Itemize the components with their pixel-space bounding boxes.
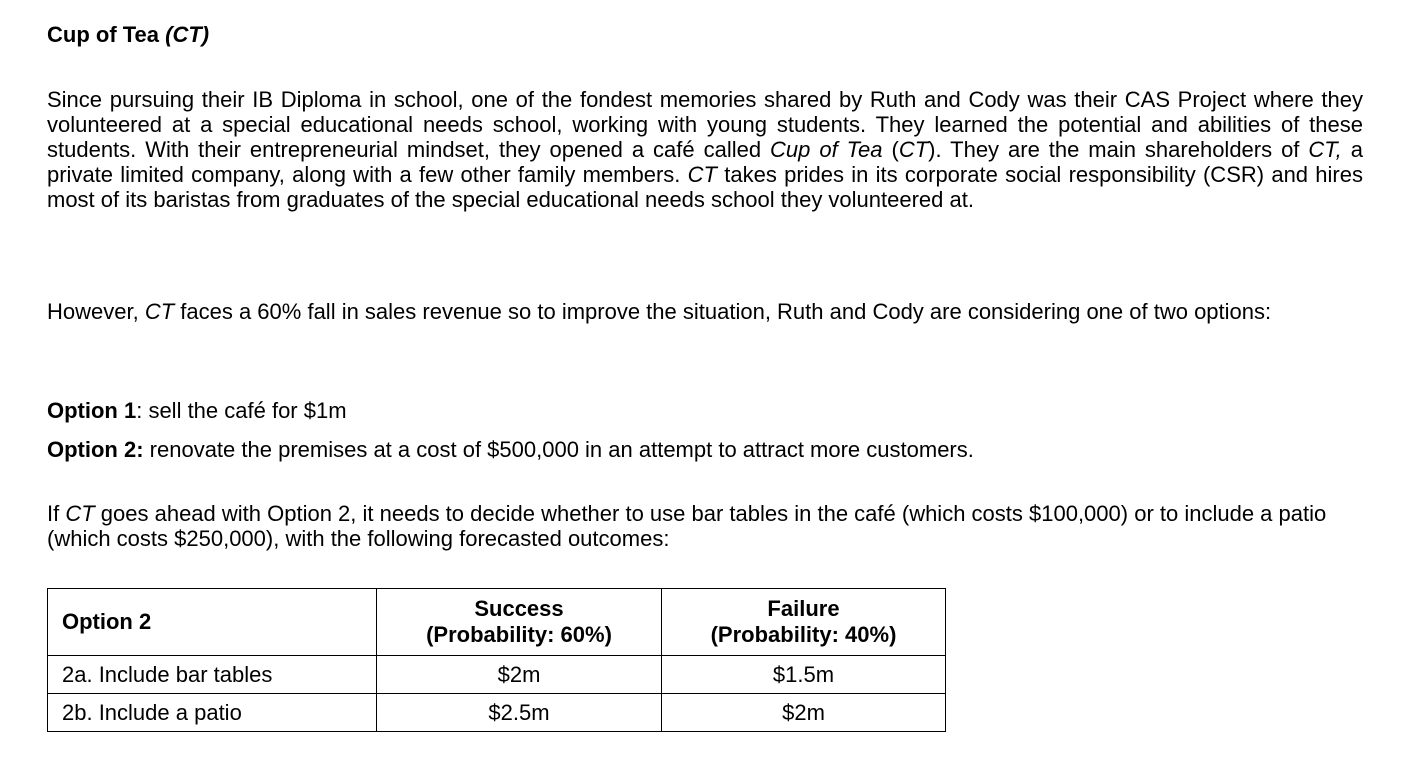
title-main: Cup of Tea — [47, 22, 166, 47]
detail-italic-ct: CT — [65, 501, 95, 526]
header-failure-label: Failure — [767, 596, 840, 621]
situation-text-2: faces a 60% fall in sales revenue so to improve the situation, Ruth and Cody are considering one of two options: — [174, 299, 1272, 324]
intro-text-5: takes prides in its corporate social responsibility (CSR) and hires most of its baristas from graduates of the special educational needs school they volunteered at. — [47, 162, 1363, 212]
table-cell-option: 2a. Include bar tables — [48, 656, 377, 694]
option-1-label: Option 1 — [47, 398, 137, 423]
forecast-outcomes-table — [47, 588, 946, 732]
option-1-line — [47, 398, 1363, 423]
table-cell-success: $2m — [377, 656, 662, 694]
header-failure-probability: (Probability: 40%) — [710, 622, 897, 647]
intro-text-2: ( — [882, 137, 899, 162]
table-cell-failure: $1.5m — [662, 656, 946, 694]
header-success — [377, 589, 662, 656]
header-option-2-label: Option 2 — [62, 609, 152, 634]
situation-text-1: However, — [47, 299, 145, 324]
table-cell-success: $2.5m — [377, 694, 662, 732]
intro-text-3: ). They are the main shareholders of — [928, 137, 1309, 162]
situation-paragraph — [47, 299, 1363, 324]
intro-italic-cup-of-tea: Cup of Tea — [770, 137, 883, 162]
table-row — [48, 694, 946, 732]
intro-italic-ct-1: CT — [898, 137, 929, 162]
option-2-label: Option 2: — [47, 437, 144, 462]
option-2-line — [47, 437, 1363, 462]
option-2-text: renovate the premises at a cost of $500,000 in an attempt to attract more customers. — [143, 437, 974, 462]
table-cell-option: 2b. Include a patio — [48, 694, 377, 732]
header-failure — [662, 589, 946, 656]
situation-italic-ct: CT — [144, 299, 175, 324]
detail-text-1: If — [47, 501, 66, 526]
document-title — [47, 22, 209, 48]
option-2-detail-paragraph — [47, 501, 1363, 551]
table-row — [48, 656, 946, 694]
intro-text-4: a private limited company, along with a few other family members. — [47, 137, 1363, 187]
table-header-row — [48, 589, 946, 656]
intro-italic-ct-3: CT — [687, 162, 717, 187]
title-abbreviation: (CT) — [165, 22, 210, 47]
intro-text-1: Since pursuing their IB Diploma in school, one of the fondest memories shared by Ruth and Cody was their CAS Project where they volunteered at a special educational needs school, working with young students. They learned the potential and abilities of these students. With their entrepreneurial mindset, they opened a café called — [47, 87, 1363, 162]
detail-text-2: goes ahead with Option 2, it needs to decide whether to use bar tables in the café (which costs $100,000) or to include a patio (which costs $250,000), with the following forecasted outcomes: — [47, 501, 1327, 551]
table-cell-failure: $2m — [662, 694, 946, 732]
intro-paragraph — [47, 87, 1363, 212]
intro-italic-ct-2: CT, — [1308, 137, 1342, 162]
header-success-label: Success — [474, 596, 564, 621]
option-1-text: : sell the café for $1m — [136, 398, 347, 423]
header-success-probability: (Probability: 60%) — [426, 622, 612, 647]
header-option-2 — [48, 589, 377, 656]
